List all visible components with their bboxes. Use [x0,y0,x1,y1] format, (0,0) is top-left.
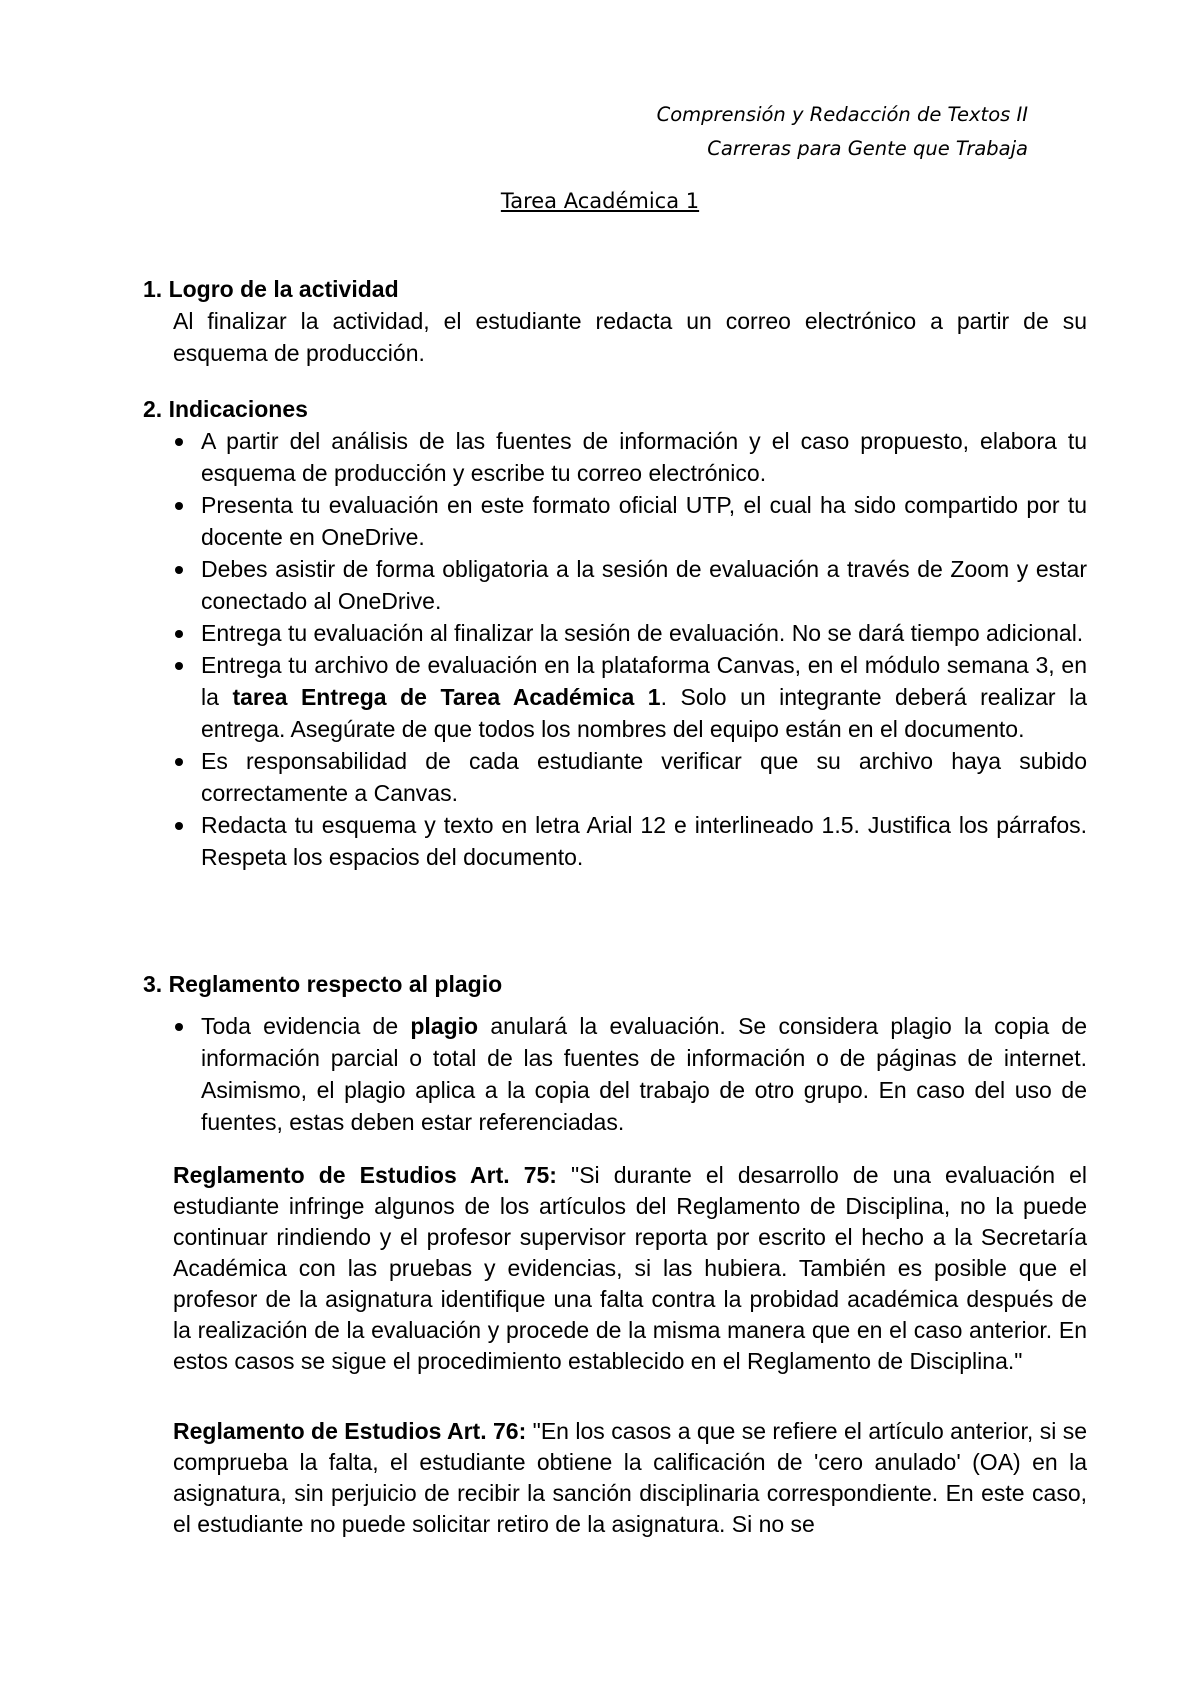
section-heading: 2. Indicaciones [143,396,308,422]
bullet-icon [175,566,183,574]
list-item: Toda evidencia de plagio anulará la evaluación. Se considera plagio la copia de información parcial o total de las fuentes de información o de páginas de internet. Asimismo, el plagio aplica a la copia del trabajo de otro grupo. En caso del uso de fuentes, estas deben estar referenciadas. [143,1010,1087,1138]
instructions-list [143,425,1087,873]
bullet-icon [175,630,183,638]
section-plagio [143,968,1087,1138]
article-text: "Si durante el desarrollo de una evaluación el estudiante infringe algunos de los artículos del Reglamento de Disciplina, no la puede continuar rindiendo y el profesor supervisor reporta por escrito el hecho a la Secretaría Académica con las pruebas y evidencias, si las hubiera. También es posible que el profesor de la asignatura identifique una falta contra la probidad académica después de la realización de la evaluación y procede de la misma manera que en el caso anterior. En estos casos se sigue el procedimiento establecido en el Reglamento de Disciplina." [173,1162,1088,1374]
course-name: Comprensión y Redacción de Textos II [656,103,1028,126]
section-indicaciones [143,393,1087,873]
list-item: Entrega tu archivo de evaluación en la plataforma Canvas, en el módulo semana 3, en la tarea Entrega de Tarea Académica 1. Solo un integrante deberá realizar la entrega. Asegúrate de que todos los nombres del equipo están en el documento. [143,649,1087,745]
document-title: Tarea Académica 1 [500,189,700,213]
section-text: Al finalizar la actividad, el estudiante redacta un correo electrónico a partir de su esquema de producción. [173,308,1087,366]
bullet-icon [175,502,183,510]
document-header [657,98,1028,166]
article-76 [173,1416,1087,1540]
bullet-icon [175,1023,183,1031]
list-item: A partir del análisis de las fuentes de información y el caso propuesto, elabora tu esquema de producción y escribe tu correo electrónico. [143,425,1087,489]
section-heading: 3. Reglamento respecto al plagio [143,971,503,997]
article-text: "En los casos a que se refiere el artículo anterior, si se comprueba la falta, el estudiante obtiene la calificación de 'cero anulado' (OA) en la asignatura, sin perjuicio de recibir la sanción disciplinaria correspondiente. En este caso, el estudiante no puede solicitar retiro de la asignatura. Si no se [173,1418,1088,1537]
list-item: Presenta tu evaluación en este formato oficial UTP, el cual ha sido compartido por tu docente en OneDrive. [143,489,1087,553]
section-heading: 1. Logro de la actividad [143,276,399,302]
article-75 [173,1160,1087,1377]
article-label: Reglamento de Estudios Art. 76: [173,1418,527,1444]
list-item: Redacta tu esquema y texto en letra Arial 12 e interlineado 1.5. Justifica los párrafos. Respeta los espacios del documento. [143,809,1087,873]
plagiarism-list [143,1010,1087,1138]
program-name: Carreras para Gente que Trabaja [707,137,1028,160]
article-label: Reglamento de Estudios Art. 75: [173,1162,557,1188]
list-item: Debes asistir de forma obligatoria a la sesión de evaluación a través de Zoom y estar conectado al OneDrive. [143,553,1087,617]
list-item: Es responsabilidad de cada estudiante verificar que su archivo haya subido correctamente a Canvas. [143,745,1087,809]
bullet-icon [175,438,183,446]
bullet-icon [175,822,183,830]
list-item: Entrega tu evaluación al finalizar la sesión de evaluación. No se dará tiempo adicional. [143,617,1087,649]
bullet-icon [175,662,183,670]
section-logro [143,273,1087,369]
bullet-icon [175,758,183,766]
